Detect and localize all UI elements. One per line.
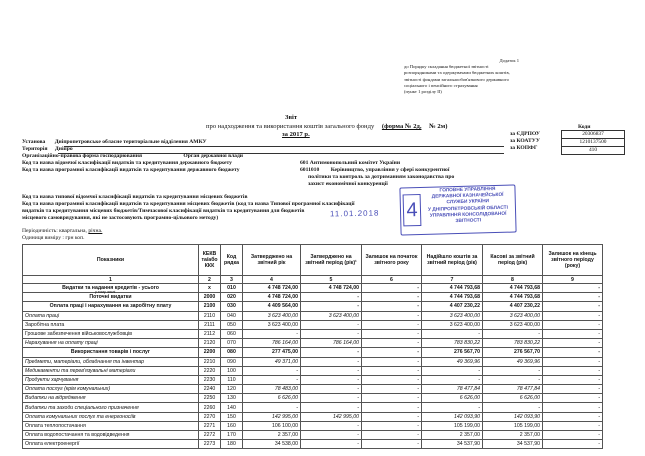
cell-rest-start: -	[362, 412, 422, 421]
cell-received: 783 830,22	[422, 339, 483, 348]
cell-code: 100	[221, 366, 243, 375]
cell-approved-year: 277 475,00	[243, 348, 301, 357]
column-header: Код рядка	[221, 245, 243, 276]
cell-cash: 2 357,00	[483, 431, 543, 440]
cell-approved-period: -	[301, 403, 362, 412]
cell-kekv: 2272	[199, 431, 221, 440]
column-number: 2	[199, 276, 221, 284]
table-row	[23, 421, 603, 430]
cell-approved-year: -	[243, 375, 301, 384]
cell-rest-start: -	[362, 320, 422, 329]
row-note: у тому числі	[95, 290, 116, 295]
form-number-alt: № 2м)	[429, 123, 448, 130]
cell-name: Оплата праці	[23, 311, 199, 320]
cell-received: 142 093,90	[422, 412, 483, 421]
cell-cash: 3 623 400,00	[483, 320, 543, 329]
kpk-name: Керівництво, управління у сфері конкурентної	[330, 167, 450, 173]
period-value: річна.	[88, 228, 103, 234]
cell-rest-end: -	[543, 375, 603, 384]
cell-approved-period: -	[301, 394, 362, 403]
periodicity	[22, 228, 102, 234]
cell-code: 180	[221, 440, 243, 449]
unit-of-measure: Одиниця виміру : грн коп.	[22, 235, 85, 241]
stamp-text	[422, 187, 513, 227]
cell-kekv: 2120	[199, 339, 221, 348]
cell-cash: 105 199,00	[483, 421, 543, 430]
cell-rest-end: -	[543, 431, 603, 440]
cell-name: Оплата теплопостачання	[23, 421, 199, 430]
koatuu-label: за КОАТУУ	[510, 138, 540, 144]
column-header: Залишок на початок звітного року	[362, 245, 422, 276]
org-form-row	[22, 153, 243, 159]
cell-rest-start: -	[362, 302, 422, 311]
stamp-line: УПРАВЛІННЯ КОНСОЛІДОВАНОЇ	[429, 211, 507, 219]
cell-cash: -	[483, 329, 543, 338]
cell-code: 150	[221, 412, 243, 421]
cell-rest-end: -	[543, 440, 603, 449]
cell-approved-year: 106 100,00	[243, 421, 301, 430]
column-header: Затверджено на звітний рік	[243, 245, 301, 276]
cell-kekv: 2273	[199, 440, 221, 449]
cell-kekv: 2200	[199, 348, 221, 357]
cell-rest-end: -	[543, 339, 603, 348]
cell-cash: -	[483, 366, 543, 375]
cell-kekv: 2111	[199, 320, 221, 329]
treasury-stamp	[399, 184, 516, 235]
cell-rest-start: -	[362, 284, 422, 293]
cell-approved-year: 3 623 400,00	[243, 311, 301, 320]
cell-name: Оплата водопостачання та водовідведення	[23, 431, 199, 440]
column-number: 7	[422, 276, 483, 284]
territory-label: Територія	[22, 146, 48, 152]
report-subtitle-text: про надходження та використання коштів загального фонду	[206, 123, 375, 130]
stamp-date: 11.01.2018	[329, 208, 380, 219]
stamp-line: ДЕРЖАВНОЇ КАЗНАЧЕЙСЬКОЇ	[431, 193, 504, 200]
column-number: 8	[483, 276, 543, 284]
table-row	[23, 348, 603, 357]
cell-cash: 3 623 400,00	[483, 311, 543, 320]
cell-kekv: х	[199, 284, 221, 293]
cell-rest-end: -	[543, 311, 603, 320]
local-prog-label-3: місцевого самоврядування, які не застосовують програмно-цільового методу)	[22, 215, 219, 221]
report-table	[22, 244, 603, 449]
kopfg-label: за КОПФГ	[510, 145, 538, 151]
stamp-line: ГОЛОВНЕ УПРАВЛІННЯ	[439, 187, 496, 194]
table-row	[23, 412, 603, 421]
table-header-row	[23, 245, 603, 276]
cell-rest-end: -	[543, 421, 603, 430]
cell-kekv: 2230	[199, 375, 221, 384]
kvk-label: Код та назва відомчої класифікації видатків та кредитування державного бюджету	[22, 160, 232, 166]
appendix-note	[404, 58, 589, 95]
cell-rest-end: -	[543, 366, 603, 375]
cell-approved-year: 78 483,00	[243, 385, 301, 394]
cell-kekv: 2112	[199, 329, 221, 338]
cell-approved-period: -	[301, 357, 362, 366]
cell-rest-start: -	[362, 440, 422, 449]
cell-rest-start: -	[362, 394, 422, 403]
cell-name: Видатки та заходи спеціального призначення	[23, 403, 199, 412]
cell-name: Предмети, матеріали, обладнання та інвентар	[23, 357, 199, 366]
report-subtitle	[206, 123, 447, 130]
cell-approved-period: -	[301, 440, 362, 449]
cell-received: 78 477,84	[422, 385, 483, 394]
cell-kekv: 2240	[199, 385, 221, 394]
cell-cash: -	[483, 403, 543, 412]
cell-kekv: 2260	[199, 403, 221, 412]
cell-received: 6 626,00	[422, 394, 483, 403]
report-period: за 2017 р.	[282, 131, 310, 138]
cell-approved-period: -	[301, 320, 362, 329]
cell-approved-year: 49 371,00	[243, 357, 301, 366]
cell-name: Використання товарів і послуг	[23, 348, 199, 357]
edrpou-code: 20306837	[562, 131, 625, 139]
cell-rest-start: -	[362, 357, 422, 366]
cell-name: Нарахування на оплату праці	[23, 339, 199, 348]
cell-rest-end: -	[543, 284, 603, 293]
cell-code: 040	[221, 311, 243, 320]
cell-approved-year: 6 626,00	[243, 394, 301, 403]
cell-approved-period: -	[301, 302, 362, 311]
cell-rest-start: -	[362, 431, 422, 440]
cell-code: 050	[221, 320, 243, 329]
kpk-name-cont2: захист економічної конкуренції	[308, 181, 388, 187]
column-number: 5	[301, 276, 362, 284]
cell-name: Видатки та надання кредитів - усього	[23, 284, 199, 293]
cell-received: 276 567,70	[422, 348, 483, 357]
column-header: КЕКВ та/або ККК	[199, 245, 221, 276]
cell-rest-start: -	[362, 293, 422, 302]
cell-name	[23, 290, 199, 302]
cell-cash: 49 369,96	[483, 357, 543, 366]
column-header: Затверджено на звітний період (рік)¹	[301, 245, 362, 276]
cell-received: -	[422, 329, 483, 338]
appendix-line: розпорядниками та одержувачами бюджетних коштів,	[404, 70, 510, 76]
appendix-line: звітності фондами загальнообов'язкового державного	[404, 76, 509, 82]
cell-approved-period: -	[301, 293, 362, 302]
cell-rest-end: -	[543, 293, 603, 302]
cell-rest-end: -	[543, 385, 603, 394]
cell-code: 090	[221, 357, 243, 366]
cell-rest-end: -	[543, 348, 603, 357]
cell-received: 4 744 793,68	[422, 284, 483, 293]
cell-rest-start: -	[362, 385, 422, 394]
column-number: 1	[23, 276, 199, 284]
cell-approved-period: -	[301, 348, 362, 357]
kpk-name-cont: політики та контроль за дотриманням законодавства про	[308, 174, 455, 180]
kpk-code: 6011010	[300, 167, 320, 173]
table-row	[23, 366, 603, 375]
cell-code: 060	[221, 329, 243, 338]
cell-rest-start: -	[362, 311, 422, 320]
cell-rest-start: -	[362, 329, 422, 338]
cell-rest-end: -	[543, 412, 603, 421]
table-row	[23, 302, 603, 311]
cell-received: 105 199,00	[422, 421, 483, 430]
cell-rest-start: -	[362, 421, 422, 430]
cell-rest-end: -	[543, 394, 603, 403]
institution-label: Установа	[22, 139, 46, 145]
cell-kekv: 2220	[199, 366, 221, 375]
cell-approved-year: 142 995,00	[243, 412, 301, 421]
cell-approved-period: -	[301, 366, 362, 375]
cell-approved-year: 34 538,00	[243, 440, 301, 449]
cell-code: 130	[221, 394, 243, 403]
cell-approved-period: -	[301, 431, 362, 440]
cell-approved-period: -	[301, 385, 362, 394]
cell-name: Оплата праці і нарахування на заробітну плату	[23, 302, 199, 311]
cell-cash: 276 567,70	[483, 348, 543, 357]
cell-received: 3 623 400,00	[422, 311, 483, 320]
cell-approved-year: 4 748 724,00	[243, 293, 301, 302]
cell-approved-year: -	[243, 366, 301, 375]
kopfg-code: 410	[562, 147, 625, 155]
table-row	[23, 403, 603, 412]
cell-kekv: 2210	[199, 357, 221, 366]
cell-approved-period: -	[301, 375, 362, 384]
cell-name: Продукти харчування	[23, 375, 199, 384]
column-numbers-row	[23, 276, 603, 284]
cell-received: 49 369,96	[422, 357, 483, 366]
cell-name: Медикаменти та перев'язувальні матеріали	[23, 366, 199, 375]
cell-rest-start: -	[362, 366, 422, 375]
local-type-label: Код та назва типової відомчої класифікації видатків та кредитування місцевих бюджетів	[22, 194, 248, 200]
cell-cash: 142 093,90	[483, 412, 543, 421]
territory-value: Дніпро	[54, 146, 73, 152]
cell-rest-start: -	[362, 403, 422, 412]
cell-approved-year: 3 623 400,00	[243, 320, 301, 329]
cell-approved-period: -	[301, 329, 362, 338]
table-row	[23, 329, 603, 338]
table-row	[23, 385, 603, 394]
cell-kekv: 2110	[199, 311, 221, 320]
table-row	[23, 431, 603, 440]
kpk-value	[300, 167, 449, 173]
cell-cash: 6 626,00	[483, 394, 543, 403]
table-row	[23, 320, 603, 329]
cell-code: 110	[221, 375, 243, 384]
period-label: Періодичність: квартальна,	[22, 228, 87, 234]
cell-rest-start: -	[362, 375, 422, 384]
cell-approved-year: 786 164,00	[243, 339, 301, 348]
cell-cash: 4 744 793,68	[483, 284, 543, 293]
cell-received: -	[422, 375, 483, 384]
cell-name: Видатки на відрядження	[23, 394, 199, 403]
cell-code: 080	[221, 348, 243, 357]
cell-received: 4 407 230,22	[422, 302, 483, 311]
kvk-value: 601 Антимонопольний комітет України	[300, 160, 401, 166]
column-header: Залишок на кінець звітного періоду (року)	[543, 245, 603, 276]
cell-code: 160	[221, 421, 243, 430]
row-name: Поточні видатки	[89, 294, 132, 301]
cell-name: Заробітна плата	[23, 320, 199, 329]
cell-rest-start: -	[362, 348, 422, 357]
cell-approved-period: 142 995,00	[301, 412, 362, 421]
table-row	[23, 357, 603, 366]
org-form-value: Орган державної влади	[183, 153, 244, 159]
table-row	[23, 440, 603, 449]
stamp-number: 4	[403, 194, 422, 226]
territory-row	[22, 146, 73, 152]
org-form-label: Організаційно-правова форма господарювання	[22, 153, 142, 159]
cell-code: 120	[221, 385, 243, 394]
stamp-line: У ДНІПРОПЕТРОВСЬКІЙ ОБЛАСТІ	[427, 205, 508, 213]
cell-approved-period: 786 164,00	[301, 339, 362, 348]
institution-row	[22, 139, 207, 145]
cell-name: Оплата електроенергії	[23, 440, 199, 449]
cell-approved-year: -	[243, 403, 301, 412]
column-number: 3	[221, 276, 243, 284]
cell-approved-year: 4 409 564,00	[243, 302, 301, 311]
cell-received: -	[422, 366, 483, 375]
stamp-line: СЛУЖБИ УКРАЇНИ	[446, 199, 490, 206]
cell-code: 170	[221, 431, 243, 440]
cell-code: 030	[221, 302, 243, 311]
column-number: 4	[243, 276, 301, 284]
cell-kekv: 2100	[199, 302, 221, 311]
column-header: Касові за звітний період (рік)	[483, 245, 543, 276]
koatuu-code: 1210137500	[562, 139, 625, 147]
cell-rest-end: -	[543, 357, 603, 366]
column-number: 9	[543, 276, 603, 284]
cell-name: Оплата комунальних послуг та енергоносіїв	[23, 412, 199, 421]
form-number: (форма № 2д,	[381, 123, 422, 130]
table-row	[23, 375, 603, 384]
cell-cash: 783 830,22	[483, 339, 543, 348]
cell-received: 34 537,90	[422, 440, 483, 449]
edrpou-label: за ЄДРПОУ	[510, 131, 540, 137]
local-prog-label: Код та назва програмної класифікації видатків та кредитування місцевих бюджетів (код та назва Типової програмної класифікації	[22, 201, 355, 207]
kpk-label: Код та назва програмної класифікації видатків та кредитування державного бюджету	[22, 167, 240, 173]
table-row	[23, 339, 603, 348]
appendix-line: Додаток 1	[499, 58, 519, 63]
cell-code: 010	[221, 284, 243, 293]
cell-approved-year: 2 357,00	[243, 431, 301, 440]
cell-cash: 4 407 230,22	[483, 302, 543, 311]
table-row	[23, 293, 603, 302]
local-prog-label-2: видатків та кредитування місцевих бюджетів/Тимчасової класифікації видатків та кредитування для бюджетів	[22, 208, 305, 214]
cell-rest-end: -	[543, 302, 603, 311]
table-row	[23, 394, 603, 403]
codes-header: Коди	[578, 124, 591, 130]
cell-rest-end: -	[543, 403, 603, 412]
cell-cash: 4 744 793,68	[483, 293, 543, 302]
cell-kekv: 2271	[199, 421, 221, 430]
cell-approved-year: -	[243, 329, 301, 338]
appendix-line: соціального і пенсійного страхування	[404, 82, 478, 88]
cell-code: 070	[221, 339, 243, 348]
appendix-line: до Порядку складання бюджетної звітності	[404, 64, 489, 70]
cell-received: 4 744 793,68	[422, 293, 483, 302]
cell-rest-end: -	[543, 329, 603, 338]
cell-cash: 34 537,90	[483, 440, 543, 449]
cell-approved-year: 4 748 724,00	[243, 284, 301, 293]
cell-kekv: 2000	[199, 293, 221, 302]
report-title: Звіт	[285, 114, 298, 121]
cell-received: 2 357,00	[422, 431, 483, 440]
cell-cash: 78 477,84	[483, 385, 543, 394]
cell-code: 020	[221, 293, 243, 302]
cell-name: Оплата послуг (крім комунальних)	[23, 385, 199, 394]
stamp-line: ЗВІТНОСТІ	[455, 218, 482, 225]
column-number: 6	[362, 276, 422, 284]
institution-value: Дніпропетровське обласне територіальне відділення АМКУ	[54, 139, 207, 145]
table-row	[23, 311, 603, 320]
cell-cash: -	[483, 375, 543, 384]
cell-kekv: 2250	[199, 394, 221, 403]
cell-rest-end: -	[543, 320, 603, 329]
cell-name: Грошове забезпечення військовослужбовців	[23, 329, 199, 338]
cell-approved-period: -	[301, 421, 362, 430]
cell-code: 140	[221, 403, 243, 412]
cell-received: -	[422, 403, 483, 412]
cell-kekv: 2270	[199, 412, 221, 421]
cell-approved-period: 3 623 400,00	[301, 311, 362, 320]
cell-approved-period: 4 748 724,00	[301, 284, 362, 293]
cell-received: 3 623 400,00	[422, 320, 483, 329]
column-header: Надійшло коштів за звітний період (рік)	[422, 245, 483, 276]
cell-rest-start: -	[362, 339, 422, 348]
codes-table	[561, 130, 625, 155]
column-header: Показники	[23, 245, 199, 276]
appendix-line: (пункт 1 розділу II)	[404, 89, 442, 95]
